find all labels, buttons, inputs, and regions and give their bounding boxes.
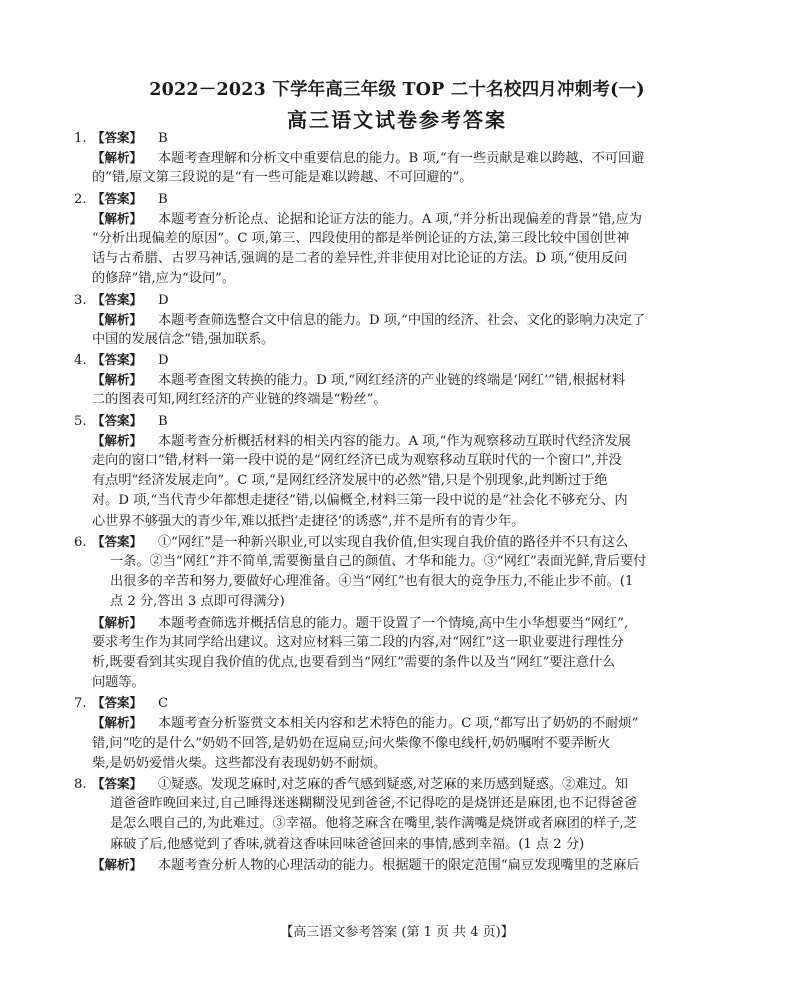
analysis-label: 【解析】 (92, 432, 143, 448)
analysis-line (92, 168, 732, 188)
analysis-line (92, 653, 732, 673)
analysis-text: 对。D 项,“当代青少年都想走捷径”错,以偏概全,材料三第一段中说的是“社会化不够充分、内 (92, 493, 628, 509)
analysis-line (92, 370, 732, 390)
analysis-text: 本题考查分析人物的心理活动的能力。根据题干的限定范围“扁豆发现嘴里的芝麻后 (158, 857, 640, 873)
analysis-line (92, 431, 732, 451)
answer-text: 道爸爸昨晚回来过,自己睡得迷迷糊糊没见到爸爸,不记得吃的是烧饼还是麻团,也不记得爸爸 (110, 796, 637, 812)
question-block (74, 350, 732, 411)
answer-text: D (158, 292, 169, 308)
question-number: 8. (74, 777, 87, 792)
analysis-text: 错,问“吃的是什么”奶奶不回答,是奶奶在逗扁豆;问火柴像不像电线杆,奶奶嘱咐不要弄断火 (92, 735, 611, 751)
analysis-line (92, 713, 732, 733)
analysis-text: 柴,是奶奶爱惜火柴。这些都没有表现奶奶不耐烦。 (92, 755, 387, 771)
analysis-line (92, 491, 732, 511)
analysis-label: 【解析】 (92, 614, 143, 630)
answer-text: C (158, 696, 169, 712)
analysis-label: 【解析】 (92, 372, 143, 388)
analysis-text: “分析出现偏差的原因”。C 项,第三、四段使用的都是举例论证的方法,第三段比较中国创世神 (92, 230, 630, 246)
analysis-text: 的修辞”错,应为“设问”。 (92, 271, 236, 287)
answer-line (74, 693, 732, 713)
question-block (74, 532, 732, 694)
analysis-line (92, 229, 732, 249)
analysis-label: 【解析】 (92, 715, 143, 731)
answer-line (74, 290, 732, 310)
question-block (74, 411, 732, 532)
analysis-line (92, 754, 732, 774)
analysis-text: 话与古希腊、古罗马神话,强调的是二者的差异性,并非使用对比论证的方法。D 项,“使用反问 (92, 251, 628, 267)
analysis-text: 本题考查分析论点、论据和论证方法的能力。A 项,“并分析出现偏差的背景”错,应为 (158, 211, 642, 227)
answer-text: ①“网红”是一种新兴职业,可以实现自我价值,但实现自我价值的路径并不只有这么 (158, 534, 629, 550)
answer-list (74, 128, 732, 875)
answer-line (74, 774, 732, 794)
answer-text: 是怎么喂自己的,为此难过。③幸福。他将芝麻含在嘴里,装作满嘴是烧饼或者麻团的样子,芝 (110, 816, 637, 832)
analysis-line (92, 148, 732, 168)
answer-line (74, 189, 732, 209)
answer-text: 出很多的辛苦和努力,要做好心理准备。④当“网红”也有很大的竞争压力,不能止步不前。(1 (110, 574, 634, 590)
question-number: 1. (74, 131, 87, 146)
question-number: 3. (74, 292, 87, 308)
answer-label: 【答案】 (92, 533, 143, 549)
answer-line (74, 411, 732, 431)
answer-key-title: 高三语文试卷参考答案 (287, 108, 507, 132)
analysis-text: 要求考生作为其同学给出建议。这对应材料三第二段的内容,对“网红”这一职业要进行理性分 (92, 634, 624, 650)
analysis-line (92, 269, 732, 289)
analysis-line (92, 209, 732, 229)
analysis-label: 【解析】 (92, 311, 143, 327)
question-block (74, 128, 732, 189)
answer-text: 麻破了后,他感觉到了香味,就着这香味回味爸爸回来的事情,感到幸福。(1 点 2 分) (110, 836, 585, 852)
question-number: 6. (74, 534, 87, 550)
analysis-line (92, 673, 732, 693)
analysis-text: 本题考查图文转换的能力。D 项,“网红经济的产业链的终端是‘网红’”错,根据材料 (158, 373, 626, 389)
answer-text: B (158, 131, 168, 146)
answer-line (74, 128, 732, 148)
analysis-text: 有点明“经济发展走向”。C 项,“是网红经济发展中的必然”错,只是个别现象,此判断过于绝 (92, 473, 608, 489)
analysis-line (92, 451, 732, 471)
question-block (74, 693, 732, 774)
page-footer: 【高三语文参考答案 (第 1 页 共 4 页)】 (280, 925, 514, 940)
analysis-text: 中国的发展信念”错,强加联系。 (92, 331, 275, 347)
answer-label: 【答案】 (92, 130, 143, 145)
answer-line (74, 532, 732, 552)
analysis-line (92, 249, 732, 269)
analysis-line (92, 613, 732, 633)
answer-text: 一条。②当“网红”并不简单,需要衡量自己的颜值、才华和能力。③“网红”表面光鲜,背后要付 (110, 553, 647, 569)
analysis-text: 本题考查分析鉴赏文本相关内容和艺术特色的能力。C 项,“都写出了奶奶的不耐烦” (158, 716, 639, 732)
analysis-text: 本题考查理解和分析文中重要信息的能力。B 项,“有一些贡献是难以跨越、不可回避 (158, 151, 645, 167)
answer-line (92, 552, 732, 572)
analysis-text: 的”错,原文第三段说的是“有一些可能是难以跨越、不可回避的”。 (92, 170, 473, 186)
answer-text: D (158, 353, 169, 369)
analysis-text: 走向的窗口”错,材料一第一段中说的是“网红经济已成为观察移动互联时代的一个窗口”,并没 (92, 453, 622, 468)
answer-line (92, 794, 732, 814)
exam-title: 2022－2023 下学年高三年级 TOP 二十名校四月冲刺考(一) (149, 80, 645, 100)
answer-label: 【答案】 (92, 291, 143, 307)
analysis-text: 问题等。 (92, 675, 145, 691)
answer-line (92, 814, 732, 834)
answer-label: 【答案】 (92, 412, 143, 428)
analysis-line (92, 734, 732, 754)
analysis-text: 心世界不够强大的青少年,难以抵挡‘走捷径’的诱惑”,并不是所有的青少年。 (92, 513, 525, 529)
analysis-label: 【解析】 (92, 150, 143, 166)
question-block (74, 774, 732, 875)
question-block (74, 290, 732, 351)
question-block (74, 189, 732, 290)
analysis-text: 析,既要看到其实现自我价值的优点,也要看到当“网红”需要的条件以及当“网红”要注意什么 (92, 654, 616, 670)
answer-label: 【答案】 (92, 352, 143, 368)
answer-label: 【答案】 (92, 695, 143, 711)
analysis-label: 【解析】 (92, 210, 143, 226)
answer-line (92, 572, 732, 592)
analysis-text: 二的图表可知,网红经济的产业链的终端是“粉丝”。 (92, 392, 387, 408)
analysis-line (92, 390, 732, 410)
analysis-line (92, 855, 732, 875)
analysis-line (92, 633, 732, 653)
answer-text: B (158, 413, 168, 429)
answer-text: ①疑惑。发现芝麻时,对芝麻的香气感到疑惑,对芝麻的来历感到疑惑。②难过。知 (158, 777, 628, 792)
question-number: 5. (74, 413, 87, 429)
answer-line (74, 350, 732, 370)
analysis-text: 本题考查筛选整合文中信息的能力。D 项,“中国的经济、社会、文化的影响力决定了 (158, 312, 646, 328)
analysis-label: 【解析】 (92, 856, 143, 872)
question-number: 7. (74, 696, 87, 712)
question-number: 4. (74, 353, 87, 369)
answer-text: 点 2 分,答出 3 点即可得满分) (110, 594, 285, 610)
analysis-line (92, 310, 732, 330)
answer-line (92, 592, 732, 612)
analysis-line (92, 512, 732, 532)
answer-line (92, 835, 732, 855)
analysis-text: 本题考查分析概括材料的相关内容的能力。A 项,“作为观察移动互联时代经济发展 (158, 433, 632, 449)
analysis-line (92, 330, 732, 350)
question-number: 2. (74, 191, 87, 207)
answer-label: 【答案】 (92, 776, 143, 791)
answer-label: 【答案】 (92, 190, 143, 206)
analysis-line (92, 471, 732, 491)
answer-text: B (158, 191, 168, 207)
analysis-text: 本题考查筛选并概括信息的能力。题干设置了一个情境,高中生小华想要当“网红”, (158, 615, 629, 631)
